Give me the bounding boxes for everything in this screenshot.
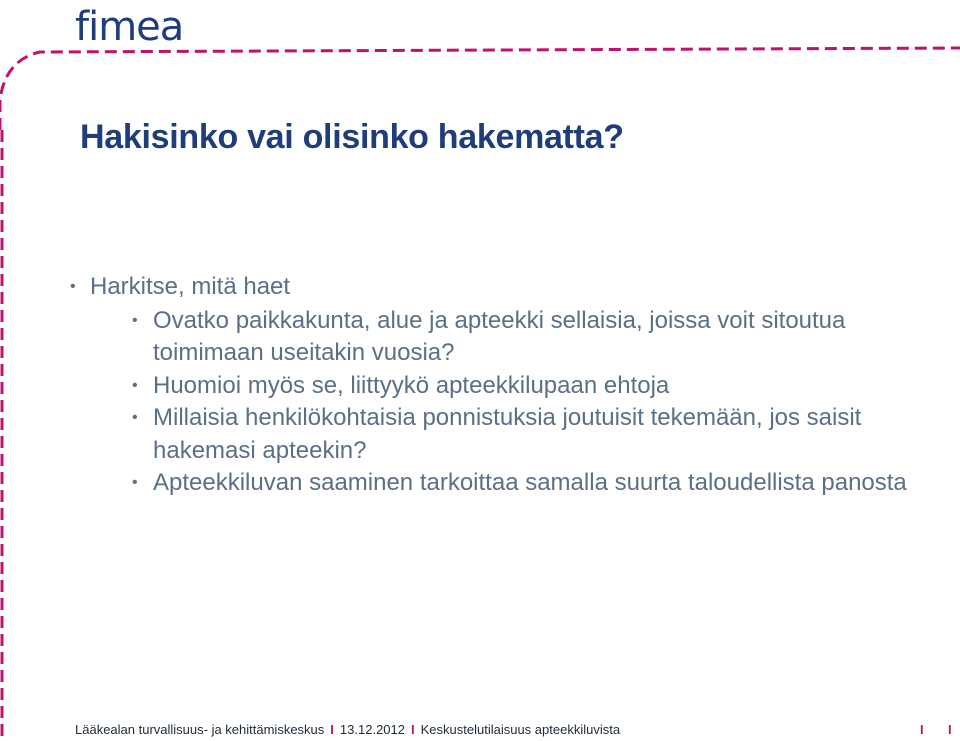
sub-bullet-item [70, 402, 930, 467]
footer-separator: I [948, 722, 952, 737]
slide-title: Hakisinko vai olisinko hakematta? [80, 118, 624, 156]
bullet-item [70, 271, 930, 304]
footer-separator: I [411, 722, 415, 737]
footer-organization: Lääkealan turvallisuus- ja kehittämiskeskus [75, 722, 325, 737]
footer [75, 722, 620, 737]
bullet-text: Apteekkiluvan saaminen tarkoittaa samalla suurta taloudellista panosta [153, 469, 907, 496]
bullet-icon: • [132, 311, 138, 329]
bullet-text: Ovatko paikkakunta, alue ja apteekki sellaisia, joissa voit sitoutua toimimaan useitakin vuosia? [153, 306, 846, 366]
sub-bullet-item [70, 467, 930, 500]
bullet-text: Huomioi myös se, liittyykö apteekkilupaan ehtoja [153, 371, 670, 399]
bullet-list [70, 271, 930, 500]
bullet-text: Harkitse, mitä haet [90, 273, 291, 300]
bullet-text: Millaisia henkilökohtaisia ponnistuksia joutuisit tekemään, jos saisit hakemasi apteekin? [153, 404, 862, 464]
bullet-icon: • [132, 474, 138, 491]
bullet-icon: • [132, 409, 138, 426]
fimea-logo: fimea [75, 4, 184, 50]
sub-bullet-item [70, 370, 930, 403]
footer-separator: I [330, 722, 334, 737]
bullet-icon: • [70, 278, 76, 295]
sub-bullet-item [70, 305, 930, 370]
footer-date: 13.12.2012 [339, 722, 405, 737]
footer-event: Keskustelutilaisuus apteekkiluvista [420, 722, 621, 737]
bullet-icon: • [132, 376, 138, 394]
footer-separator: I [920, 722, 924, 737]
